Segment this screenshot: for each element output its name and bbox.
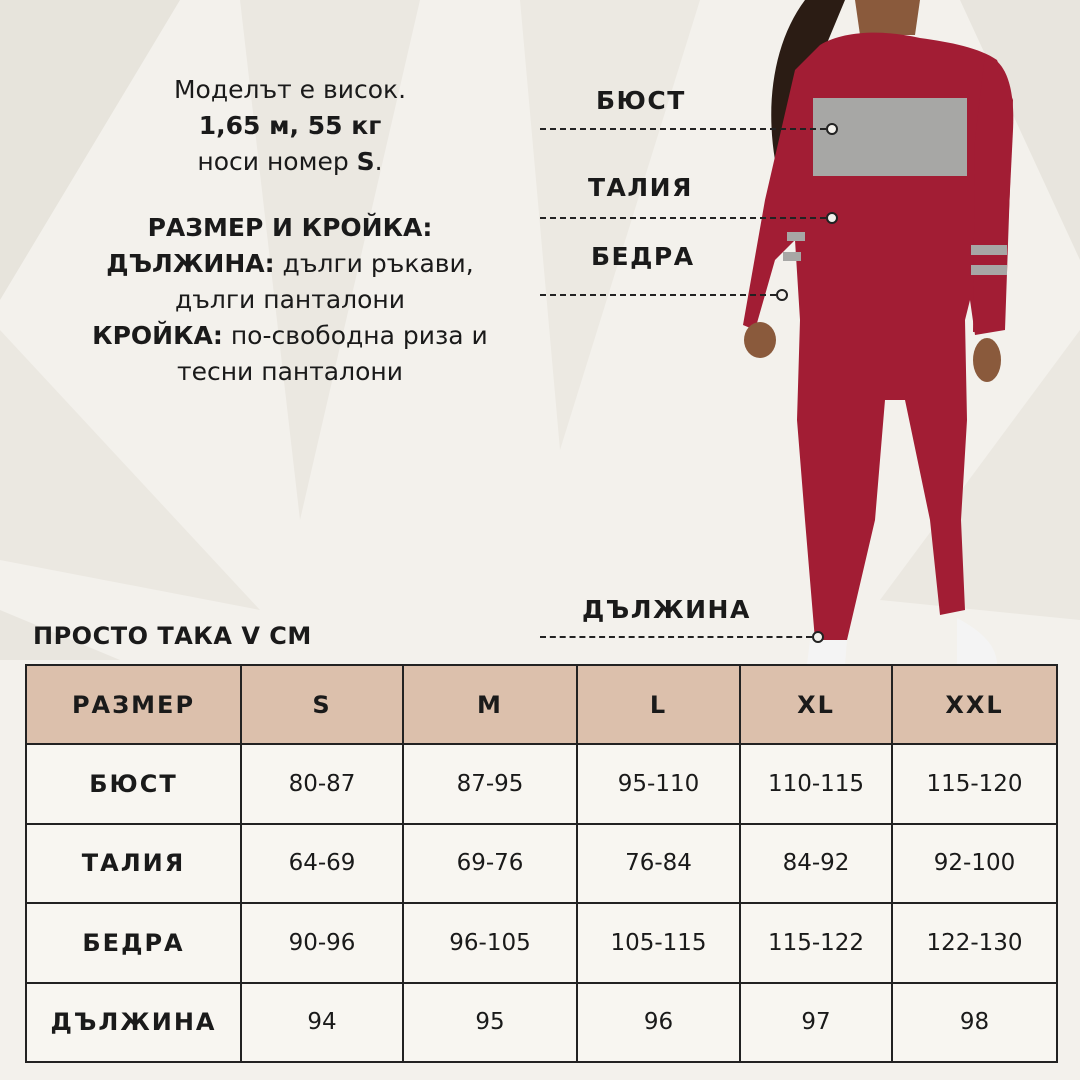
table-cell: 115-120 [892, 744, 1057, 823]
length-info-cont: дълги панталони [174, 285, 406, 314]
length-info: ДЪЛЖИНА: дълги ръкави, [106, 249, 474, 278]
table-row-hips [26, 903, 1057, 982]
hips-marker-dot [776, 289, 788, 301]
table-cell: 64-69 [241, 824, 403, 903]
table-cell: 97 [740, 983, 892, 1062]
length-leader-line [540, 636, 812, 638]
table-cell: 110-115 [740, 744, 892, 823]
model-size-text: носи номер S. [197, 147, 383, 176]
size-table-title: ПРОСТО ТАКА V CM [33, 622, 312, 650]
header-xl: XL [740, 665, 892, 744]
chest-stripe [813, 98, 967, 176]
length-marker-dot [812, 631, 824, 643]
table-cell: 122-130 [892, 903, 1057, 982]
table-cell: 95-110 [577, 744, 740, 823]
table-cell: 94 [241, 983, 403, 1062]
table-cell: 84-92 [740, 824, 892, 903]
row-label: ТАЛИЯ [26, 824, 241, 903]
fit-heading: РАЗМЕР И КРОЙКА: [147, 213, 433, 242]
hips-leader-line [540, 294, 776, 296]
header-m: M [403, 665, 577, 744]
model-height-text: Моделът е висок. [173, 75, 407, 104]
table-cell: 80-87 [241, 744, 403, 823]
header-xxl: XXL [892, 665, 1057, 744]
table-cell: 96-105 [403, 903, 577, 982]
model-measurements: 1,65 м, 55 кг [198, 111, 382, 140]
header-s: S [241, 665, 403, 744]
cut-info-cont: тесни панталони [177, 357, 403, 386]
table-row-length [26, 983, 1057, 1062]
table-cell: 90-96 [241, 903, 403, 982]
table-cell: 87-95 [403, 744, 577, 823]
length-label: ДЪЛЖИНА [582, 595, 751, 624]
table-cell: 69-76 [403, 824, 577, 903]
table-cell: 115-122 [740, 903, 892, 982]
hips-label: БЕДРА [591, 242, 695, 271]
table-row-waist [26, 824, 1057, 903]
waist-marker-dot [826, 212, 838, 224]
header-l: L [577, 665, 740, 744]
table-cell: 92-100 [892, 824, 1057, 903]
header-size: РАЗМЕР [26, 665, 241, 744]
table-cell: 105-115 [577, 903, 740, 982]
table-cell: 96 [577, 983, 740, 1062]
model-size-value: S [356, 147, 375, 176]
waist-label: ТАЛИЯ [588, 173, 693, 202]
bust-leader-line [540, 128, 826, 130]
bust-label: БЮСТ [596, 86, 686, 115]
table-cell: 76-84 [577, 824, 740, 903]
row-label: БЕДРА [26, 903, 241, 982]
table-cell: 95 [403, 983, 577, 1062]
table-header-row [26, 665, 1057, 744]
waist-leader-line [540, 217, 826, 219]
size-table [25, 664, 1058, 1063]
model-info-block [60, 72, 520, 390]
table-row-bust [26, 744, 1057, 823]
model-illustration [735, 0, 1035, 665]
bust-marker-dot [826, 123, 838, 135]
row-label: ДЪЛЖИНА [26, 983, 241, 1062]
table-cell: 98 [892, 983, 1057, 1062]
row-label: БЮСТ [26, 744, 241, 823]
cut-info: КРОЙКА: по-свободна риза и [92, 321, 488, 350]
